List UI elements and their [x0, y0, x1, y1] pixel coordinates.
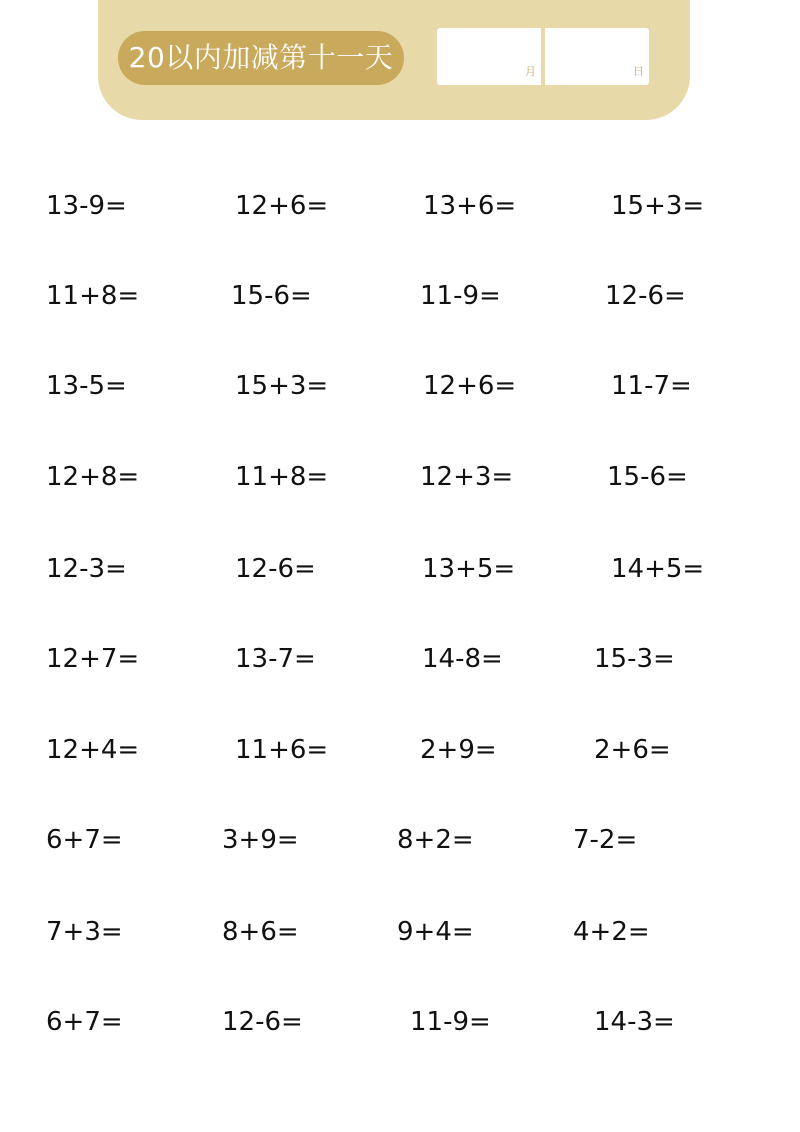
problem: 11+6= [235, 735, 329, 765]
problem: 14-3= [594, 1007, 675, 1037]
problem: 13-9= [46, 191, 127, 221]
problem: 13+6= [423, 191, 517, 221]
problem: 12-6= [605, 281, 686, 311]
problem: 11+8= [46, 281, 140, 311]
problem: 12+8= [46, 462, 140, 492]
problem: 7-2= [573, 825, 638, 855]
problem: 12-3= [46, 554, 127, 584]
problem: 7+3= [46, 917, 123, 947]
problem: 12+4= [46, 735, 140, 765]
problem: 4+2= [573, 917, 650, 947]
problem: 12-6= [235, 554, 316, 584]
problem: 15+3= [235, 371, 329, 401]
worksheet-title: 20以内加减第十一天 [118, 31, 404, 85]
problem: 15-3= [594, 644, 675, 674]
month-field[interactable] [437, 28, 541, 85]
problem: 13-5= [46, 371, 127, 401]
problem: 2+9= [420, 735, 497, 765]
problem: 11-9= [420, 281, 501, 311]
problem: 11-7= [611, 371, 692, 401]
problem: 15-6= [607, 462, 688, 492]
problem: 6+7= [46, 1007, 123, 1037]
day-label: 日 [633, 65, 644, 78]
problem: 15-6= [231, 281, 312, 311]
month-label: 月 [525, 65, 536, 78]
problem: 2+6= [594, 735, 671, 765]
problem: 14-8= [422, 644, 503, 674]
problem: 6+7= [46, 825, 123, 855]
problem: 9+4= [397, 917, 474, 947]
problem: 12+3= [420, 462, 514, 492]
problem: 13-7= [235, 644, 316, 674]
problem: 14+5= [611, 554, 705, 584]
problem: 8+2= [397, 825, 474, 855]
problem: 15+3= [611, 191, 705, 221]
problem: 12+7= [46, 644, 140, 674]
problem: 12-6= [222, 1007, 303, 1037]
problem: 3+9= [222, 825, 299, 855]
problem: 11+8= [235, 462, 329, 492]
problem: 12+6= [235, 191, 329, 221]
problem: 13+5= [422, 554, 516, 584]
problem: 8+6= [222, 917, 299, 947]
problem: 11-9= [410, 1007, 491, 1037]
day-field[interactable] [545, 28, 649, 85]
problem: 12+6= [423, 371, 517, 401]
